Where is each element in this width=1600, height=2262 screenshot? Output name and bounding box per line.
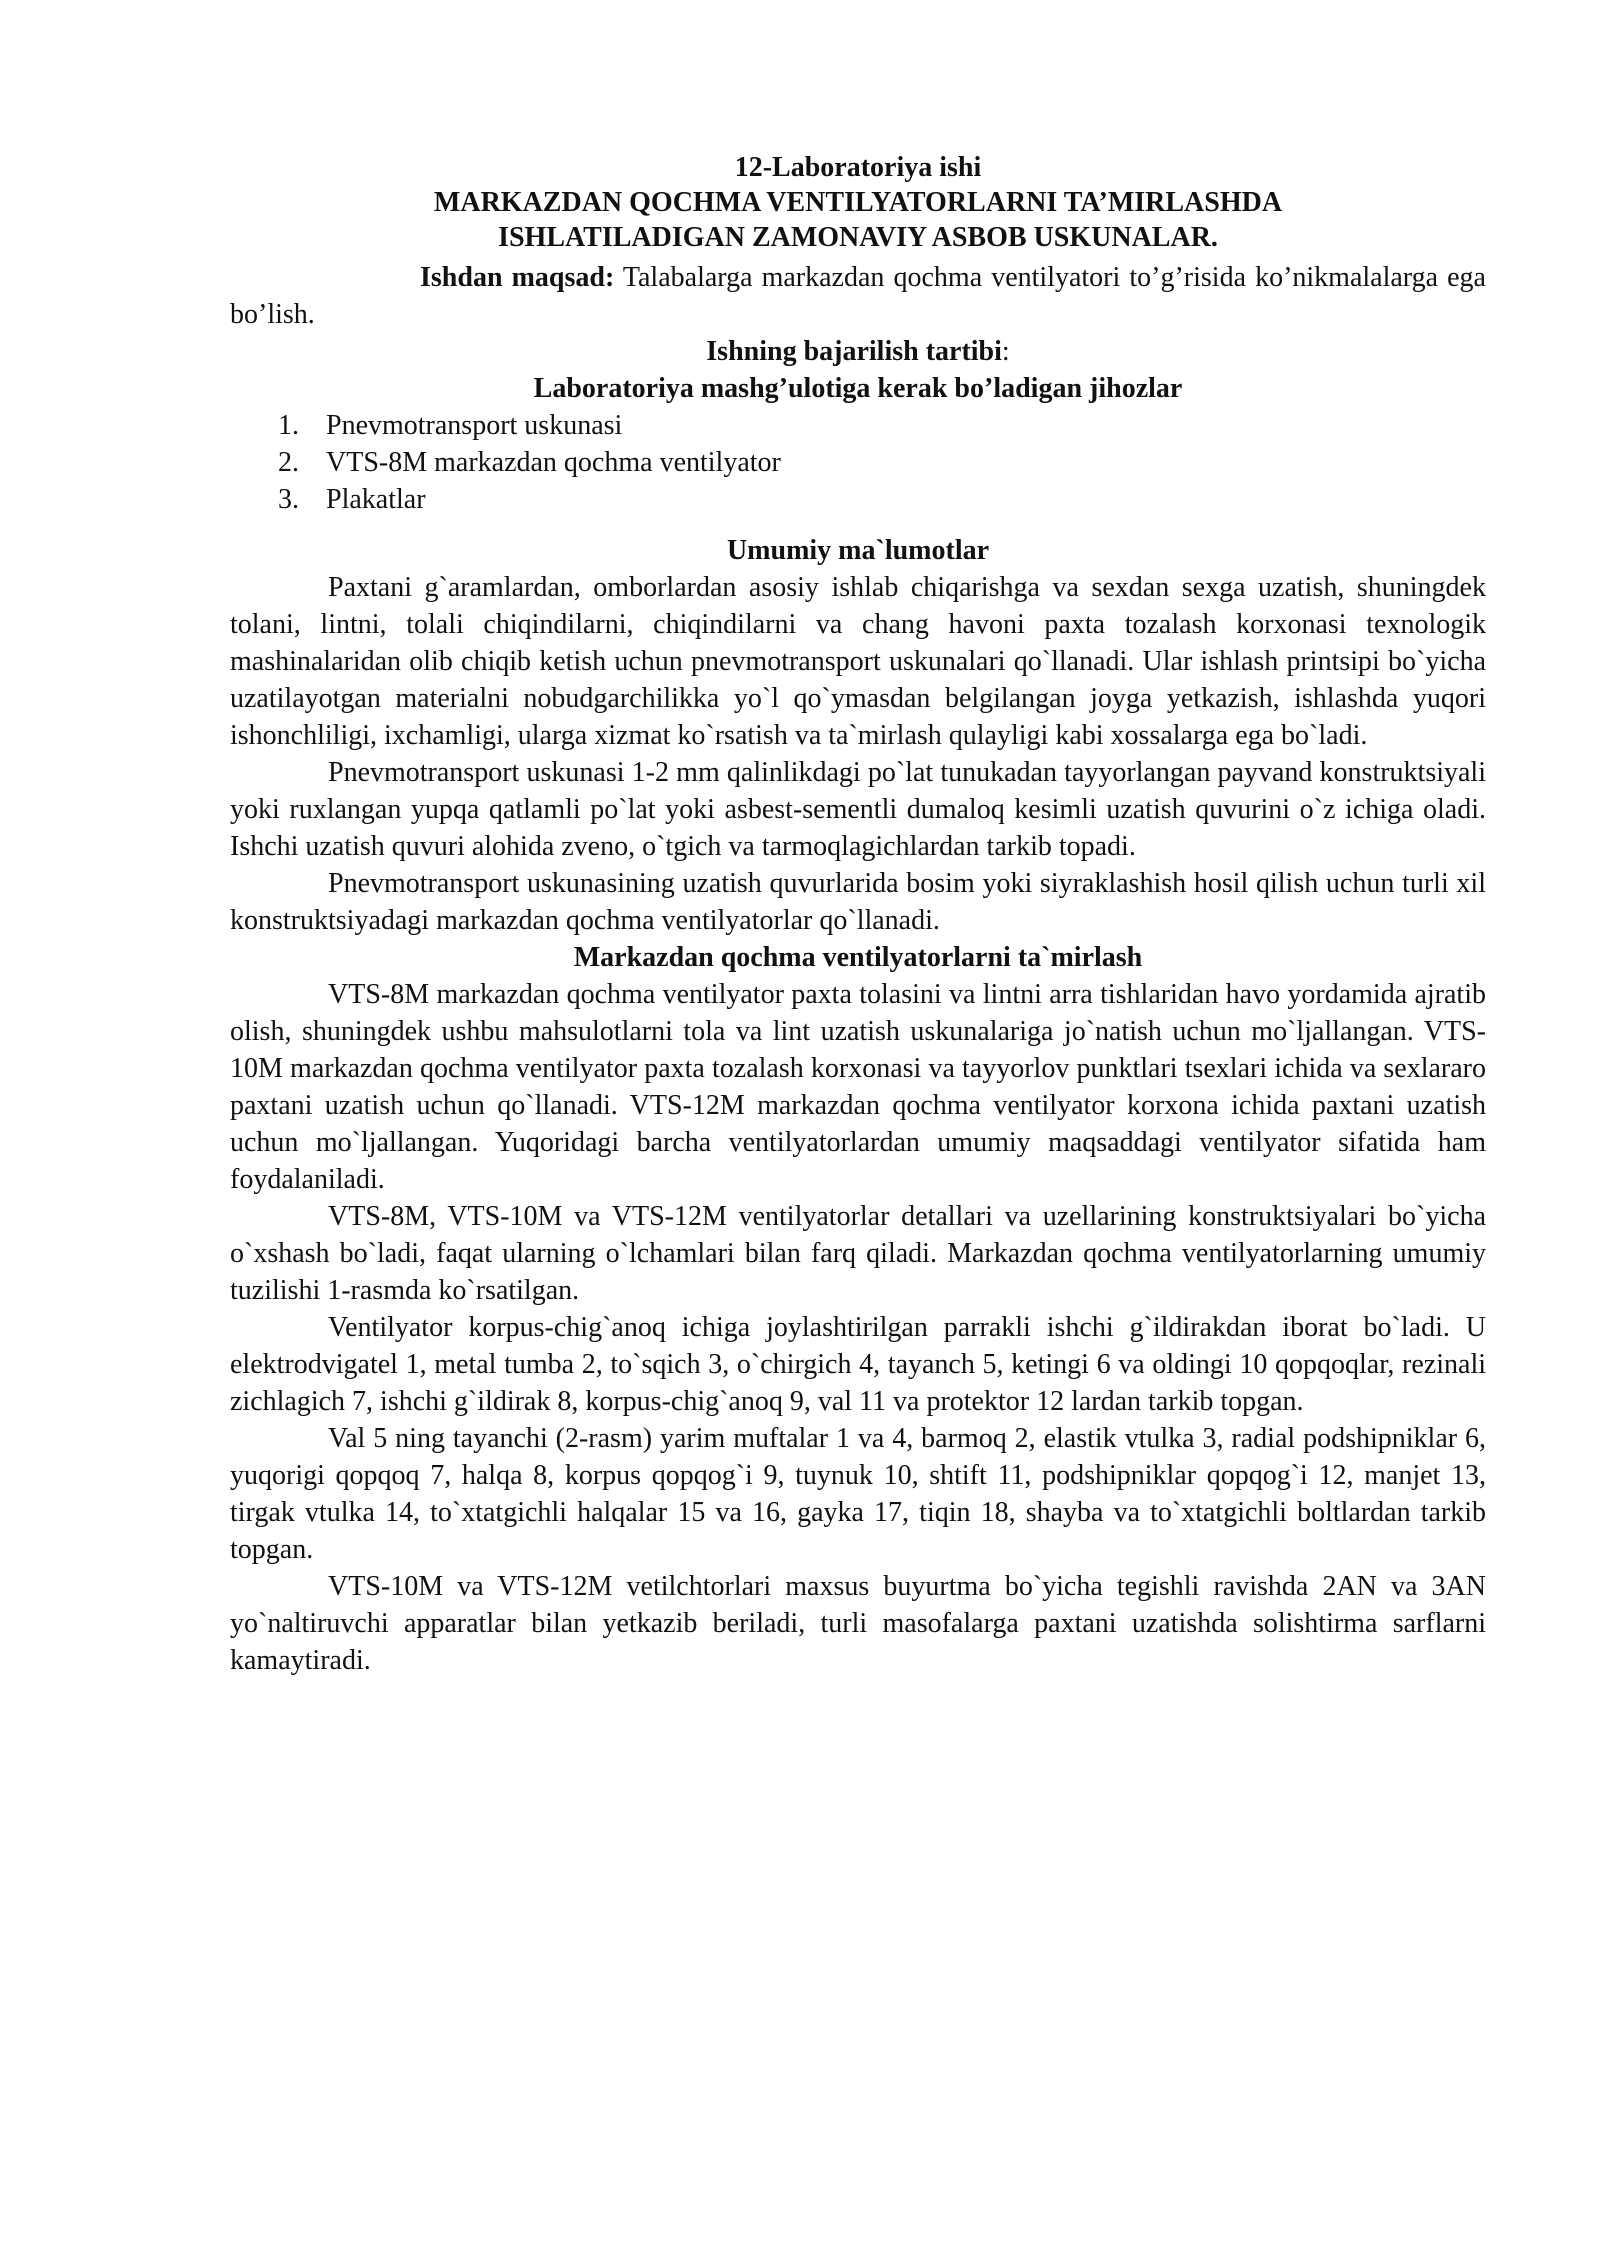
equipment-list (230, 407, 1486, 518)
general-paragraph-2: Pnevmotransport uskunasi 1-2 mm qalinlikdagi po`lat tunukadan tayyorlangan payvand konstruktsiyali yoki ruxlangan yupqa qatlamli po`lat yoki asbest-sementli dumaloq kesimli uzatish quvurini o`z ichiga oladi. Ishchi uzatish quvuri alohida zveno, o`tgich va tarmoqlagichlardan tarkib topadi. (230, 757, 1486, 862)
purpose-label: Ishdan maqsad: (420, 262, 615, 293)
repair-paragraph-4: Val 5 ning tayanchi (2-rasm) yarim muftalar 1 va 4, barmoq 2, elastik vtulka 3, radial podshipniklar 6, yuqorigi qopqoq 7, halqa 8, korpus qopqog`i 9, tuynuk 10, shtift 11, podshipniklar qopqog`i 12, manjet 13, tirgak vtulka 14, to`xtatgichli halqalar 15 va 16, gayka 17, tiqin 18, shayba va to`xtatgichli boltlardan tarkib topgan. (230, 1423, 1486, 1565)
general-paragraph-3: Pnevmotransport uskunasining uzatish quvurlarida bosim yoki siyraklashish hosil qilish uchun turli xil konstruktsiyadagi markazdan qochma ventilyatorlar qo`llanadi. (230, 868, 1486, 936)
list-item-number: 1. (278, 410, 299, 441)
procedure-heading (230, 333, 1486, 370)
purpose-text: Talabalarga markazdan qochma ventilyatori to’g’risida ko’nikmalalarga ega bo’lish. (230, 262, 1486, 330)
general-info-heading: Umumiy ma`lumotlar (726, 535, 990, 566)
title-line-2: ISHLATILADIGAN ZAMONAVIY ASBOB USKUNALAR. (498, 222, 1218, 253)
procedure-heading-colon: : (1001, 336, 1010, 367)
equipment-heading: Laboratoriya mashg’ulotiga kerak bo’ladigan jihozlar (533, 373, 1183, 404)
list-item-number: 3. (278, 484, 299, 515)
title-line-1: MARKAZDAN QOCHMA VENTILYATORLARNI TA’MIRLASHDA (433, 187, 1283, 218)
repair-paragraph-3: Ventilyator korpus-chig`anoq ichiga joylashtirilgan parrakli ishchi g`ildirakdan iborat bo`ladi. U elektrodvigatel 1, metal tumba 2, to`sqich 3, o`chirgich 4, tayanch 5, ketingi 6 va oldingi 10 qopqoqlar, rezinali zichlagich 7, ishchi g`ildirak 8, korpus-chig`anoq 9, val 11 va protektor 12 lardan tarkib topgan. (230, 1312, 1486, 1417)
document-title (230, 150, 1486, 255)
list-item (230, 481, 1486, 518)
list-item (230, 444, 1486, 481)
purpose-paragraph (230, 259, 1486, 333)
repair-paragraph-5: VTS-10M va VTS-12M vetilchtorlari maxsus buyurtma bo`yicha tegishli ravishda 2AN va 3AN yo`naltiruvchi apparatlar bilan yetkazib beriladi, turli masofalarga paxtani uzatishda solishtirma sarflarni kamaytiradi. (230, 1571, 1486, 1676)
repair-paragraph-2: VTS-8M, VTS-10M va VTS-12M ventilyatorlar detallari va uzellarining konstruktsiyalari bo`yicha o`xshash bo`ladi, faqat ularning o`lchamlari bilan farq qiladi. Markazdan qochma ventilyatorlarning umumiy tuzilishi 1-rasmda ko`rsatilgan. (230, 1201, 1486, 1306)
repair-paragraph-1: VTS-8M markazdan qochma ventilyator paxta tolasini va lintni arra tishlaridan havo yordamida ajratib olish, shuningdek ushbu mahsulotlarni tola va lint uzatish uskunalariga jo`natish uchun mo`ljallangan. VTS-10M markazdan qochma ventilyator paxta tozalash korxonasi va tayyorlov punktlari tsexlari ichida va sexlararo paxtani uzatish uchun qo`llanadi. VTS-12M markazdan qochma ventilyator korxona ichida paxtani uzatish uchun mo`ljallangan. Yuqoridagi barcha ventilyatorlardan umumiy maqsaddagi ventilyator sifatida ham foydalaniladi. (230, 979, 1486, 1195)
list-item-number: 2. (278, 447, 299, 478)
lab-number: 12-Laboratoriya ishi (734, 152, 982, 183)
list-item (230, 407, 1486, 444)
document-page (230, 150, 1486, 1679)
procedure-heading-text: Ishning bajarilish tartibi (706, 336, 1002, 367)
repair-heading: Markazdan qochma ventilyatorlarni ta`mirlash (573, 942, 1143, 973)
list-item-text: Plakatlar (326, 484, 426, 515)
general-paragraph-1: Paxtani g`aramlardan, omborlardan asosiy ishlab chiqarishga va sexdan sexga uzatish, shuningdek tolani, lintni, tolali chiqindilarni, chiqindilarni va chang havoni paxta tozalash korxonasi texnologik mashinalaridan olib chiqib ketish uchun pnevmotransport uskunalari qo`llanadi. Ular ishlash printsipi bo`yicha uzatilayotgan materialni nobudgarchilikka yo`l qo`ymasdan belgilangan joyga yetkazish, ishlashda yuqori ishonchliligi, ixchamligi, ularga xizmat ko`rsatish va ta`mirlash qulayligi kabi xossalarga ega bo`ladi. (230, 572, 1486, 751)
list-item-text: Pnevmotransport uskunasi (326, 410, 623, 441)
list-item-text: VTS-8M markazdan qochma ventilyator (326, 447, 781, 478)
